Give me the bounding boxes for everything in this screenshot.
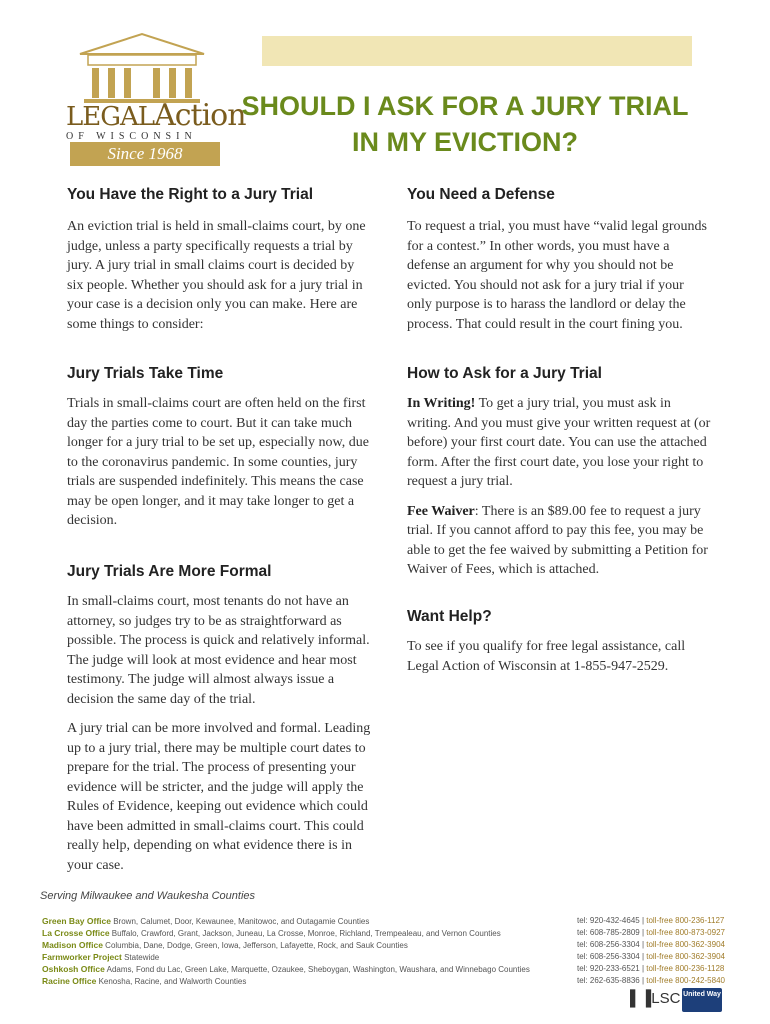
text-in-writing: To get a jury trial, you must ask in writing. And you must give your written request at (or before) your first court date. You can use the attached form. After the first court date, you lose your right to request a jury trial. (407, 396, 711, 489)
heading-jury-take-time: Jury Trials Take Time (67, 365, 224, 382)
office-row (42, 928, 742, 939)
text-want-help: To see if you qualify for free legal assistance, call Legal Action of Wisconsin at 1-855-947-2529. (407, 639, 686, 674)
office-counties: Buffalo, Crawford, Grant, Jackson, Juneau, La Crosse, Monroe, Richland, Trempealeau, and Vernon Counties (111, 929, 501, 938)
office-tollfree: toll-free 800-236-1127 (646, 916, 725, 925)
office-tel: tel: 920-233-6521 (577, 964, 640, 973)
logo-legal: LEGAL (66, 102, 155, 132)
office-name: Oshkosh Office (42, 964, 105, 974)
section-need-defense (407, 186, 712, 334)
office-tel: tel: 262-635-8836 (577, 976, 640, 985)
text-jury-formal-1: In small-claims court, most tenants do not have an attorney, so judges try to be as straightforward as possible. The process is quick and relatively informal. The judge will look at most evidence and hear most testimony. The judge will almost always issue a decision the same day of the trial. (67, 594, 370, 707)
heading-need-defense: You Need a Defense (407, 186, 555, 203)
united-way-logo: United Way (682, 988, 722, 1012)
office-counties: Statewide (124, 953, 160, 962)
office-row (42, 952, 742, 963)
office-phone: tel: 608-256-3304 | toll-free 800-362-3904 (577, 952, 725, 961)
section-jury-take-time (67, 365, 372, 531)
section-want-help (407, 608, 712, 676)
office-name: Green Bay Office (42, 916, 111, 926)
lsc-icon: ▌▐ (630, 990, 652, 1007)
office-counties: Kenosha, Racine, and Walworth Counties (98, 977, 247, 986)
office-name: Racine Office (42, 976, 97, 986)
heading-how-to-ask: How to Ask for a Jury Trial (407, 365, 602, 382)
heading-jury-formal: Jury Trials Are More Formal (67, 563, 272, 580)
lead-fee-waiver: Fee Waiver (407, 503, 475, 519)
lsc-logo (630, 990, 680, 1007)
page-title (230, 88, 700, 160)
logo-of-wisconsin: OF WISCONSIN (66, 131, 197, 142)
heading-want-help: Want Help? (407, 608, 492, 625)
lead-in-writing: In Writing! (407, 396, 476, 411)
lsc-label: LSC (651, 990, 681, 1007)
text-how-to-ask (407, 394, 712, 492)
office-tollfree: toll-free 800-242-5840 (646, 976, 725, 985)
office-name: Farmworker Project (42, 952, 122, 962)
logo-wordmark (66, 98, 246, 142)
text-right-to-jury: An eviction trial is held in small-claims court, by one judge, unless a party specifically requests a trial by jury. A jury trial in small claims court is decided by six people. Whether you should ask for a jury trial in your case is a decision only you can make. Here are some things to consider: (67, 219, 366, 332)
office-tel: tel: 608-256-3304 (577, 952, 640, 961)
office-tollfree: toll-free 800-236-1128 (646, 964, 725, 973)
office-phone: tel: 262-635-8836 | toll-free 800-242-5840 (577, 976, 725, 985)
footer-serving: Serving Milwaukee and Waukesha Counties (40, 890, 256, 902)
logo-since-banner: Since 1968 (70, 142, 220, 166)
text-fee-waiver (407, 502, 712, 580)
section-jury-formal (67, 563, 372, 875)
title-highlight-bar (262, 36, 692, 66)
office-tollfree: toll-free 800-873-0927 (646, 928, 725, 937)
logo-action: Action (154, 98, 246, 133)
office-phone: tel: 608-256-3304 | toll-free 800-362-3904 (577, 940, 725, 949)
section-right-to-jury (67, 186, 372, 334)
office-tollfree: toll-free 800-362-3904 (646, 952, 725, 961)
section-how-to-ask (407, 365, 712, 580)
text-fee-waiver-body: : There is an $89.00 fee to request a jury trial. If you cannot afford to pay this fee, you may be able to get the fee waived by submitting a Petition for Waiver of Fees, which is attached. (407, 503, 708, 577)
office-row (42, 940, 742, 951)
text-jury-take-time: Trials in small-claims court are often held on the first day the parties come to court. But it can take much longer for a jury trial to be set up, especially now, due to the coronavirus pandemic. In some counties, jury trials are suspended indefinitely. This means the case may be open longer, and it may take longer to get a decision. (67, 396, 369, 528)
office-phone: tel: 608-785-2809 | toll-free 800-873-0927 (577, 928, 725, 937)
text-jury-formal-2: A jury trial can be more involved and formal. Leading up to a jury trial, there may be multiple court dates to prepare for the trial. The process of presenting your evidence will be stricter, and the judge will apply the Rules of Evidence, keeping out evidence which could have been admitted in small-claims court. This could really help, depending on what evidence there is in your case. (67, 721, 371, 873)
office-counties: Columbia, Dane, Dodge, Green, Iowa, Jefferson, Lafayette, Rock, and Sauk Counties (105, 941, 408, 950)
office-counties: Brown, Calumet, Door, Kewaunee, Manitowoc, and Outagamie Counties (113, 917, 370, 926)
office-row (42, 976, 742, 987)
office-phone: tel: 920-233-6521 | toll-free 800-236-1128 (577, 964, 725, 973)
heading-right-to-jury: You Have the Right to a Jury Trial (67, 186, 314, 203)
office-counties: Adams, Fond du Lac, Green Lake, Marquette, Ozaukee, Sheboygan, Washington, Waushara, and Winnebago Counties (106, 965, 530, 974)
office-row (42, 964, 742, 975)
office-phone: tel: 920-432-4645 | toll-free 800-236-1127 (577, 916, 725, 925)
office-tollfree: toll-free 800-362-3904 (646, 940, 725, 949)
office-row (42, 916, 742, 927)
text-need-defense: To request a trial, you must have “valid legal grounds for a contest.” In other words, you must have a defense an argument for why you should not be evicted. You should not ask for a jury trial if your only purpose is to harass the landlord or delay the process. That could result in the court fining you. (407, 219, 707, 332)
office-tel: tel: 608-785-2809 (577, 928, 640, 937)
office-name: Madison Office (42, 940, 103, 950)
office-name: La Crosse Office (42, 928, 110, 938)
office-tel: tel: 608-256-3304 (577, 940, 640, 949)
title-line-2: IN MY EVICTION? (351, 127, 579, 157)
title-line-1: SHOULD I ASK FOR A JURY TRIAL (241, 91, 689, 121)
office-tel: tel: 920-432-4645 (577, 916, 640, 925)
